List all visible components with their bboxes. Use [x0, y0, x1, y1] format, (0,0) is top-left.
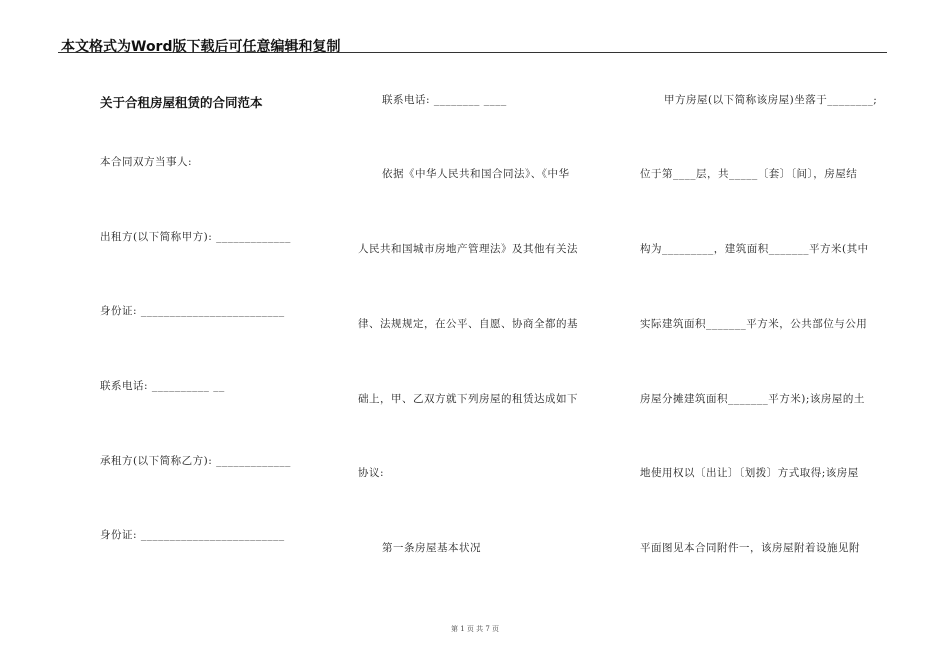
document-title: 关于合租房屋租赁的合同范本	[100, 95, 263, 110]
document-header: 本文格式为Word版下载后可任意编辑和复制	[61, 39, 341, 55]
right-line: 实际建筑面积_______平方米，公共部位与公用	[640, 318, 868, 330]
right-line: 地使用权以〔出让〕〔划拨〕方式取得;该房屋	[640, 467, 859, 479]
middle-line: 协议:	[358, 467, 385, 479]
left-line: 出租方(以下简称甲方): _____________	[100, 231, 291, 243]
middle-line: 依据《中华人民共和国合同法》、《中华	[382, 168, 570, 180]
left-line: 联系电话: __________ __	[100, 380, 225, 392]
right-line: 平面图见本合同附件一，该房屋附着设施见附	[640, 542, 860, 554]
left-line: 本合同双方当事人:	[100, 156, 193, 168]
left-line: 承租方(以下简称乙方): _____________	[100, 455, 291, 467]
middle-line: 律、法规规定，在公平、自愿、协商全都的基	[358, 318, 578, 330]
right-line: 房屋分摊建筑面积_______平方米);该房屋的土	[640, 393, 865, 405]
left-line: 身份证: _________________________	[100, 305, 285, 317]
right-line: 位于第____层，共_____〔套〕〔间〕，房屋结	[640, 168, 858, 180]
page-number: 第 1 页 共 7 页	[450, 625, 500, 633]
middle-line: 础上，甲、乙双方就下列房屋的租赁达成如下	[358, 393, 578, 405]
right-line: 构为_________，建筑面积_______平方米(其中	[640, 243, 869, 255]
middle-line: 联系电话: ________ ____	[382, 94, 507, 106]
header-divider	[58, 52, 887, 53]
section-heading: 第一条房屋基本状况	[382, 542, 481, 554]
left-line: 身份证: _________________________	[100, 529, 285, 541]
middle-line: 人民共和国城市房地产管理法》及其他有关法	[358, 243, 578, 255]
right-line: 甲方房屋(以下简称该房屋)坐落于________;	[664, 94, 878, 106]
